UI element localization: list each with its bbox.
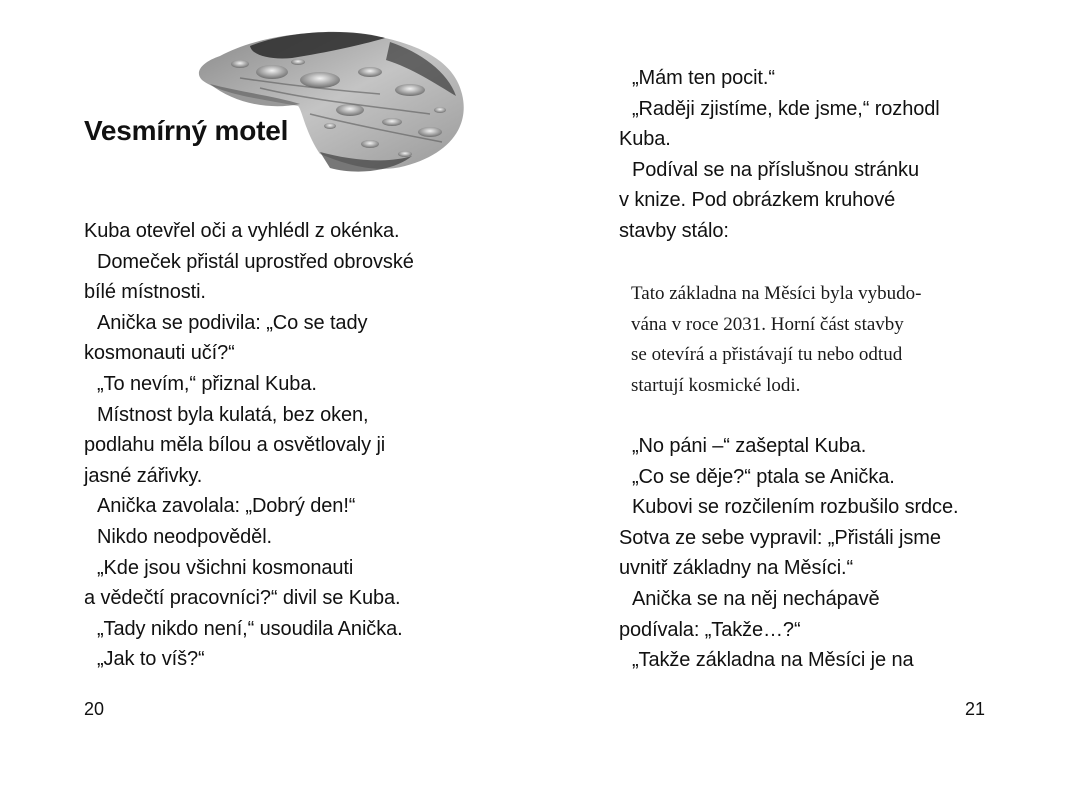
text-line: „Raději zjistíme, kde jsme,“ rozhodl <box>632 97 940 120</box>
quote-line: se otevírá a přistávají tu nebo odtud <box>631 344 903 366</box>
right-page-body-text-continued <box>619 431 958 676</box>
text-line: Kuba. <box>619 128 671 151</box>
text-line: „Takže základna na Měsíci je na <box>632 649 914 672</box>
text-line: Kuba otevřel oči a vyhlédl z okénka. <box>84 220 400 242</box>
text-line: stavby stálo: <box>619 219 729 242</box>
quote-line: Tato základna na Měsíci byla vybudo- <box>631 283 922 304</box>
text-line: „Co se děje?“ ptala se Anička. <box>632 465 895 488</box>
text-line: kosmonauti učí?“ <box>84 342 235 365</box>
right-page <box>534 0 1069 800</box>
text-line: Sotva ze sebe vypravil: „Přistáli jsme <box>619 526 941 549</box>
text-line: Nikdo neodpověděl. <box>97 525 272 548</box>
text-line: Domeček přistál uprostřed obrovské <box>97 250 414 273</box>
text-line: bílé místnosti. <box>84 281 206 304</box>
moon-surface-illustration <box>180 14 490 194</box>
text-line: uvnitř základny na Měsíci.“ <box>619 557 854 580</box>
left-page <box>0 0 534 800</box>
quote-line: vána v roce 2031. Horní část stavby <box>631 313 904 335</box>
quote-line: startují kosmické lodi. <box>631 374 801 396</box>
text-line: podlahu měla bílou a osvětlovaly ji <box>84 434 386 457</box>
text-line: Anička se podivila: „Co se tady <box>97 311 368 334</box>
text-line: „Kde jsou všichni kosmonauti <box>97 556 354 579</box>
text-line: „To nevím,“ přiznal Kuba. <box>97 372 317 395</box>
right-page-body-text <box>619 63 940 247</box>
text-line: v knize. Pod obrázkem kruhové <box>619 189 896 212</box>
text-line: podívala: „Takže…?“ <box>619 618 801 641</box>
text-line: Anička se na něj nechápavě <box>632 587 880 610</box>
text-line: Podíval se na příslušnou stránku <box>632 158 919 181</box>
text-line: Místnost byla kulatá, bez oken, <box>97 403 369 426</box>
text-line: „No páni –“ zašeptal Kuba. <box>632 435 867 457</box>
chapter-title: Vesmírný motel <box>84 115 289 146</box>
left-page-body-text <box>84 216 414 675</box>
book-quote-block <box>631 279 921 401</box>
text-line: a vědečtí pracovníci?“ divil se Kuba. <box>84 587 401 610</box>
text-line: jasné zářivky. <box>84 464 203 487</box>
page-number: 20 <box>84 699 105 719</box>
text-line: „Jak to víš?“ <box>97 648 205 671</box>
text-line: Anička zavolala: „Dobrý den!“ <box>97 495 356 518</box>
page-number: 21 <box>965 699 986 719</box>
text-line: „Tady nikdo není,“ usoudila Anička. <box>97 617 403 640</box>
text-line: „Mám ten pocit.“ <box>632 67 775 89</box>
text-line: Kubovi se rozčilením rozbušilo srdce. <box>632 496 959 519</box>
